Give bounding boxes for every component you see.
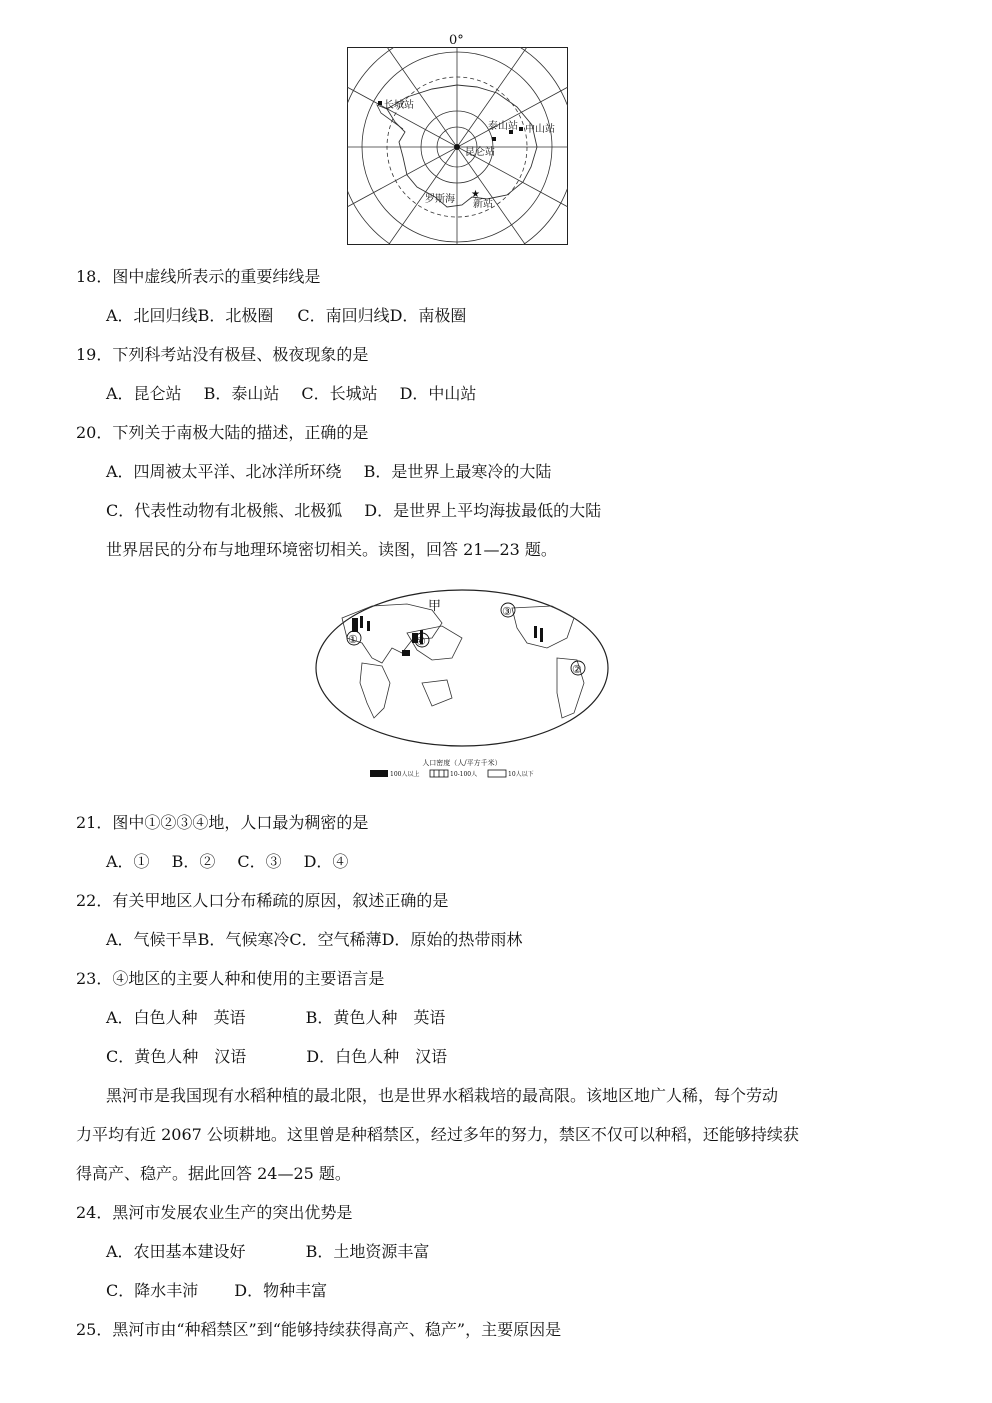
antarctica-map-degree-label: 0° [449, 33, 464, 48]
question-24-stem: 24．黑河市发展农业生产的突出优势是 [76, 1203, 353, 1222]
question-24-options-cd [106, 1280, 327, 1302]
station-xinzhan-label: 新站 [473, 199, 493, 210]
option-a: A．北回归线 [106, 306, 198, 325]
region-jia-label: 甲 [428, 599, 442, 614]
legend-title: 人口密度（人/平方千米） [422, 759, 502, 767]
question-18-options [106, 305, 466, 327]
intro-24-25-line-3: 得高产、稳产。据此回答 24—25 题。 [76, 1164, 351, 1183]
station-kunlun-label: 昆仑站 [465, 147, 495, 158]
legend-mid: 10-100人 [450, 771, 478, 778]
option-c: C．空气稀薄 [289, 930, 382, 949]
question-18-stem: 18．图中虚线所表示的重要纬线是 [76, 267, 321, 286]
option-a: A．四周被太平洋、北冰洋所环绕 [106, 462, 342, 481]
station-taishan-label: 泰山站 [488, 121, 518, 132]
option-c: C．代表性动物有北极熊、北极狐 [106, 501, 343, 520]
option-b: B．北极圈 [197, 306, 274, 325]
legend-low: 10人以下 [508, 771, 534, 778]
marker-2: ② [572, 663, 582, 676]
option-b: B．土地资源丰富 [305, 1242, 430, 1261]
option-c: C．黄色人种 汉语 [106, 1047, 247, 1066]
question-19-options [106, 383, 476, 405]
question-23-options-ab [106, 1007, 445, 1029]
option-a: A．白色人种 英语 [106, 1008, 246, 1027]
question-23-options-cd [106, 1046, 447, 1068]
svg-text:★: ★ [471, 189, 480, 200]
question-25-stem: 25．黑河市由“种稻禁区”到“能够持续获得高产、稳产”，主要原因是 [76, 1320, 562, 1339]
option-c: C．南回归线 [297, 306, 390, 325]
option-b: B．黄色人种 英语 [305, 1008, 446, 1027]
question-22-options [106, 929, 522, 951]
question-21-options [106, 851, 348, 873]
question-20-stem: 20．下列关于南极大陆的描述，正确的是 [76, 423, 369, 442]
option-b: B．② [171, 852, 216, 871]
option-d: D．南极圈 [389, 306, 467, 325]
legend-high: 100人以上 [390, 771, 420, 778]
option-a: A．气候干旱 [106, 930, 198, 949]
station-zhongshan-label: 中山站 [525, 124, 555, 135]
antarctica-polar-map [347, 47, 568, 245]
question-22-stem: 22．有关甲地区人口分布稀疏的原因，叙述正确的是 [76, 891, 449, 910]
option-c: C．降水丰沛 [106, 1281, 199, 1300]
option-d: D．白色人种 汉语 [306, 1047, 448, 1066]
option-a: A．昆仑站 [106, 384, 182, 403]
intro-24-25-line-2: 力平均有近 2067 公顷耕地。这里曾是种稻禁区，经过多年的努力，禁区不仅可以种稻，还能够持续获 [76, 1125, 799, 1144]
world-population-map [312, 588, 612, 788]
option-d: D．物种丰富 [234, 1281, 328, 1300]
option-a: A．农田基本建设好 [106, 1242, 246, 1261]
option-a: A．① [106, 852, 150, 871]
question-21-stem: 21．图中①②③④地，人口最为稠密的是 [76, 813, 369, 832]
option-b: B．是世界上最寒冷的大陆 [363, 462, 552, 481]
question-19-stem: 19．下列科考站没有极昼、极夜现象的是 [76, 345, 369, 364]
station-changcheng-label: 长城站 [384, 100, 414, 111]
option-c: C．③ [237, 852, 282, 871]
option-b: B．气候寒冷 [197, 930, 290, 949]
option-d: D．原始的热带雨林 [381, 930, 523, 949]
marker-3: ③ [502, 605, 512, 618]
question-23-stem: 23．④地区的主要人种和使用的主要语言是 [76, 969, 385, 988]
question-24-options-ab [106, 1241, 429, 1263]
question-20-options-cd [106, 500, 601, 522]
intro-21-23: 世界居民的分布与地理环境密切相关。读图，回答 21—23 题。 [106, 540, 557, 559]
marker-4: ④ [416, 635, 426, 648]
marker-1: ① [348, 633, 358, 646]
option-d: D．中山站 [399, 384, 477, 403]
question-20-options-ab [106, 461, 551, 483]
intro-24-25-line-1: 黑河市是我国现有水稻种植的最北限，也是世界水稻栽培的最高限。该地区地广人稀，每个劳动 [106, 1086, 779, 1105]
option-b: B．泰山站 [203, 384, 280, 403]
ross-sea-label: 罗斯海 [425, 194, 455, 205]
option-c: C．长城站 [301, 384, 378, 403]
option-d: D．④ [303, 852, 349, 871]
option-d: D．是世界上平均海拔最低的大陆 [364, 501, 602, 520]
